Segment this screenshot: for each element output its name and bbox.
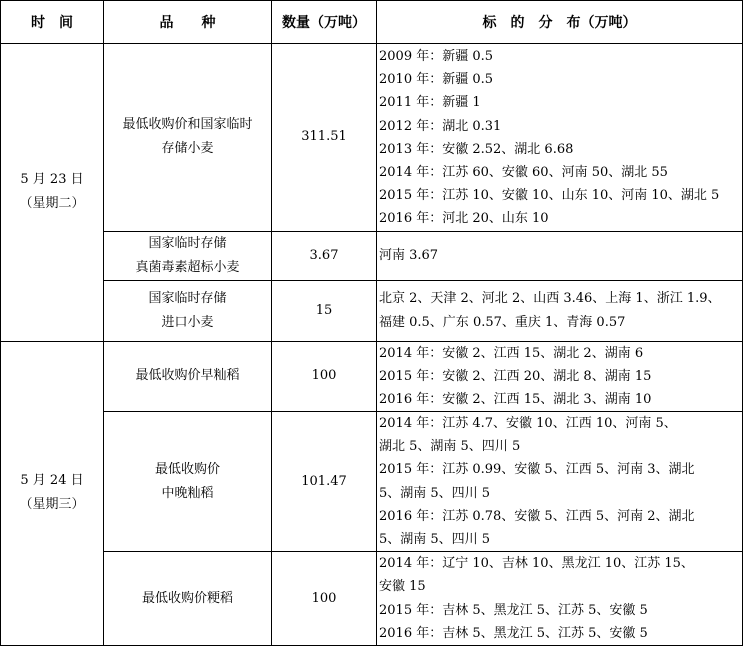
quantity-cell: 3.67 xyxy=(272,231,377,280)
distribution-line: 2016 年：安徽 2、江西 15、湖北 3、湖南 10 xyxy=(379,391,652,407)
distribution-line: 2012 年：湖北 0.31 xyxy=(379,118,502,134)
variety-line: 最低收购价和国家临时 xyxy=(122,117,253,133)
distribution-line: 2014 年：江苏 60、安徽 60、河南 50、湖北 55 xyxy=(379,164,668,180)
quantity-cell: 311.51 xyxy=(272,44,377,232)
quantity-cell: 100 xyxy=(272,552,377,646)
distribution-line: 湖北 5、湖南 5、四川 5 xyxy=(379,439,521,455)
quantity-cell: 15 xyxy=(272,280,377,341)
distribution-line: 福建 0.5、广东 0.57、重庆 1、青海 0.57 xyxy=(379,314,626,330)
date-label: 5 月 23 日 xyxy=(20,172,84,188)
distribution-cell xyxy=(377,412,743,552)
weekday-label: （星期二） xyxy=(19,196,85,212)
header-time: 时 间 xyxy=(1,1,104,44)
header-variety: 品 种 xyxy=(104,1,272,44)
variety-line: 最低收购价 xyxy=(154,461,220,477)
distribution-cell xyxy=(377,341,743,412)
table-row xyxy=(1,552,743,646)
variety-cell xyxy=(104,231,272,280)
table-row xyxy=(1,412,743,552)
distribution-line: 2015 年：吉林 5、黑龙江 5、江苏 5、安徽 5 xyxy=(379,602,648,618)
distribution-cell xyxy=(377,231,743,280)
distribution-line: 2015 年：安徽 2、江西 20、湖北 8、湖南 15 xyxy=(379,368,652,384)
distribution-cell xyxy=(377,552,743,646)
quantity-cell: 101.47 xyxy=(272,412,377,552)
table-row xyxy=(1,341,743,412)
variety-cell xyxy=(104,44,272,232)
variety-cell xyxy=(104,280,272,341)
distribution-line: 北京 2、天津 2、河北 2、山西 3.46、上海 1、浙江 1.9、 xyxy=(379,291,721,307)
variety-line: 最低收购价早籼稻 xyxy=(135,368,240,384)
distribution-cell xyxy=(377,44,743,232)
variety-line: 进口小麦 xyxy=(161,314,214,330)
table-row xyxy=(1,280,743,341)
distribution-line: 2015 年：江苏 0.99、安徽 5、江西 5、河南 3、湖北 xyxy=(379,462,695,478)
distribution-line: 2009 年：新疆 0.5 xyxy=(379,49,494,64)
variety-line: 国家临时存储 xyxy=(148,290,227,306)
distribution-line: 5、湖南 5、四川 5 xyxy=(379,532,491,547)
variety-cell xyxy=(104,341,272,412)
distribution-line: 2014 年：江苏 4.7、安徽 10、江西 10、河南 5、 xyxy=(379,416,677,432)
distribution-line: 安徽 15 xyxy=(379,579,426,595)
weekday-label: （星期三） xyxy=(19,497,85,513)
distribution-line: 河南 3.67 xyxy=(379,247,439,263)
distribution-line: 2016 年：江苏 0.78、安徽 5、江西 5、河南 2、湖北 xyxy=(379,508,695,524)
variety-line: 真菌毒素超标小麦 xyxy=(135,259,240,275)
table-row xyxy=(1,44,743,232)
distribution-line: 2014 年：辽宁 10、吉林 10、黑龙江 10、江苏 15、 xyxy=(379,556,694,572)
date-cell xyxy=(1,44,104,342)
quantity-cell: 100 xyxy=(272,341,377,412)
date-label: 5 月 24 日 xyxy=(20,473,84,489)
variety-cell xyxy=(104,412,272,552)
distribution-line: 2014 年：安徽 2、江西 15、湖北 2、湖南 6 xyxy=(379,345,644,361)
variety-line: 最低收购价粳稻 xyxy=(141,590,233,606)
table-row xyxy=(1,231,743,280)
variety-cell xyxy=(104,552,272,646)
variety-line: 存储小麦 xyxy=(161,141,214,157)
variety-line: 国家临时存储 xyxy=(148,235,227,251)
distribution-cell xyxy=(377,280,743,341)
distribution-line: 2010 年：新疆 0.5 xyxy=(379,72,494,88)
distribution-line: 2016 年：河北 20、山东 10 xyxy=(379,211,549,227)
distribution-line: 2011 年：新疆 1 xyxy=(379,95,481,111)
date-cell xyxy=(1,341,104,645)
header-row xyxy=(1,1,743,44)
distribution-line: 2013 年：安徽 2.52、湖北 6.68 xyxy=(379,141,574,157)
header-quantity: 数量（万吨） xyxy=(272,1,377,44)
distribution-line: 5、湖南 5、四川 5 xyxy=(379,485,491,501)
header-distribution: 标 的 分 布（万吨） xyxy=(377,1,743,44)
distribution-line: 2015 年：江苏 10、安徽 10、山东 10、河南 10、湖北 5 xyxy=(379,188,720,204)
distribution-line: 2016 年：吉林 5、黑龙江 5、江苏 5、安徽 5 xyxy=(379,625,648,641)
variety-line: 中晚籼稻 xyxy=(161,485,214,501)
